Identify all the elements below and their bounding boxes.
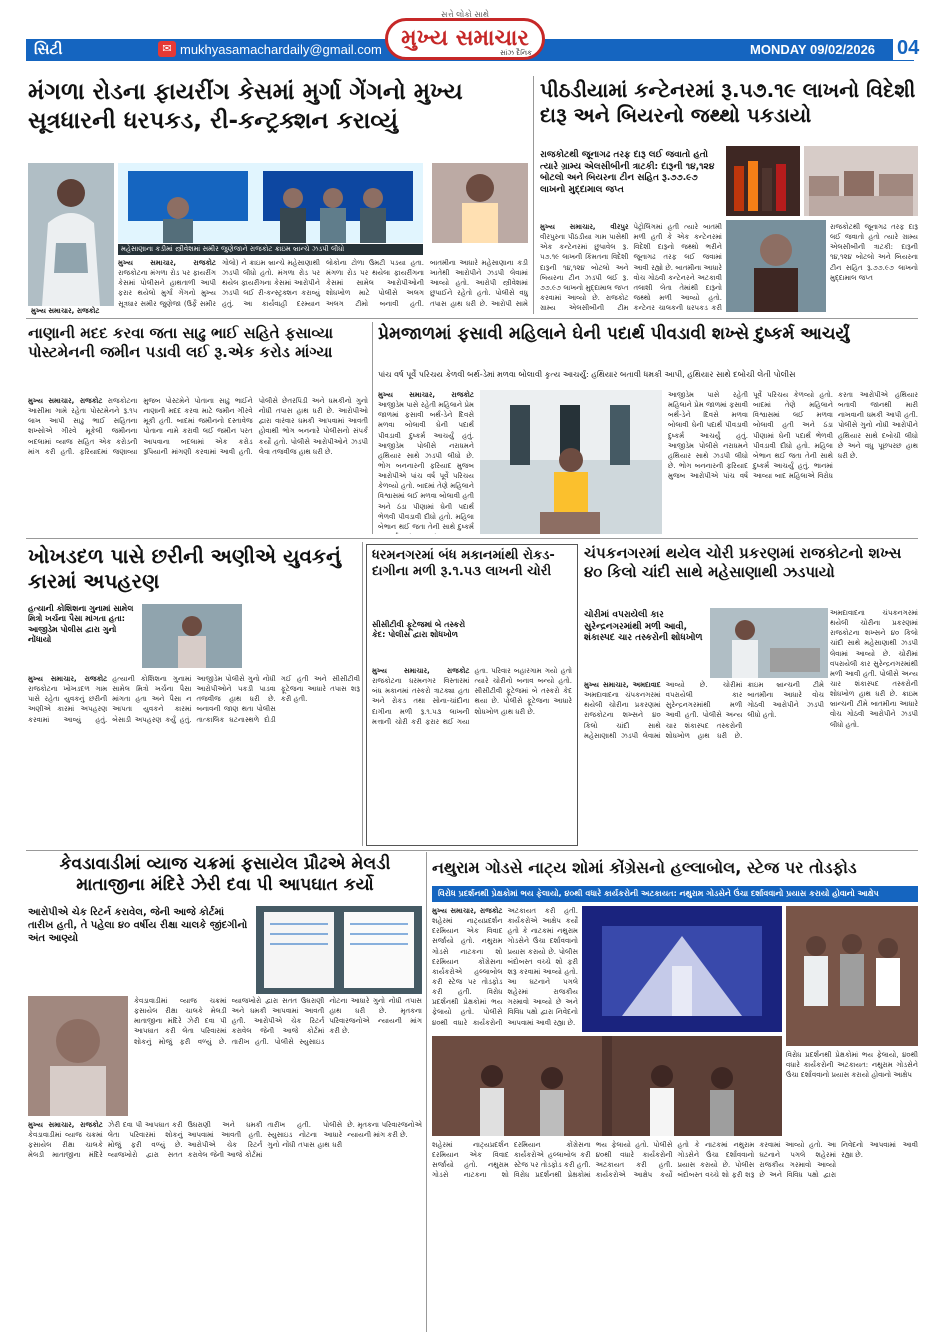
story9-photo-crowd	[786, 906, 918, 1046]
bottles-illustration	[726, 146, 800, 216]
story2-photo-boxes	[804, 146, 918, 216]
story5-byline: મુખ્ય સમાચાર, રાજકોટ	[28, 675, 108, 683]
story7-byline: મુખ્ય સમાચાર, અમદાવાદ	[584, 681, 661, 689]
story1-photo-woman	[28, 163, 114, 306]
story4-text-cont: આજીડેમ પાસે રહેતી મહિલાને પ્રેમ જાળમાં ફસાવી બર્થ-ડેને દિવસે મળવા બોલાવી ઘેની પદાર્થ પીવડાવી દુષ્કર્મ આચર્યું હતું. આજીડેમ પોલીસે નરાધમને હથિયાર સાથે ઝડપી લીધો છે. ભોગ બનનારની ફરિયાદ મુજબ આરોપીએ પાંચ વર્ષ પૂર્વે પરિચય કેળવ્યો હતો. બાદમાં તેણે મહિલાને વિશ્વાસમાં લઈ મળવા બોલાવી હતી અને ઠંડા પીણામાં ઘેની પદાર્થ ભેળવી પીવડાવી દીધો હતો. મહિલા બેભાન થઈ જતા તેની સાથે દુષ્કર્મ આચર્યું હતું. ભાનમાં આવ્યા બાદ મહિલાએ વિરોધ કરતા આરોપીએ હથિયાર બતાવી જાનથી મારી નાખવાની ધમકી આપી હતી. પોલીસે ગુનો નોંધી આરોપીને હથિયાર સાથે દબોચી લીધો છે અને વધુ પૂછપરછ હાથ ધરી છે.	[668, 391, 918, 481]
story3-headline: નાણાની મદદ કરવા જતા સાઢુ ભાઈ સહિતે ફસાવ્યા પોસ્ટમેનની જમીન પડાવી લઈ રૂ.એક કરોડ માંગ્યા	[28, 324, 334, 361]
story7-text: અમદાવાદના ચંપકનગરમાં થયેલી ચોરીના પ્રકરણમાં રાજકોટના શખ્સને ૪૦ કિલો ચાંદી સાથે મહેસાણાથી ઝડપી લેવામાં આવ્યો છે. ચોરીમાં વપરાયેલી કાર સુરેન્દ્રનગરમાંથી મળી આવી હતી. પોલીસે અન્ય ચાર શંકાસ્પદ તસ્કરોની શોધખોળ હાથ ધરી છે. ક્રાઇમ બ્રાન્ચની ટીમે બાતમીના આધારે વોચ ગોઠવી આરોપીને ઝડપી લીધો હતો.	[584, 681, 824, 740]
story9-headline: નથુરામ ગોડસે નાટ્ય શોમાં કોંગ્રેસનો હલ્લાબોલ, સ્ટેજ પર તોડફોડ	[432, 858, 857, 877]
story8-photo-man	[28, 996, 128, 1116]
story6-headline: ધરમનગરમાં બંધ મકાનમાંથી રોકડ-દાગીના મળી રૂ.૧.૫૩ લાખની ચોરી	[372, 548, 555, 580]
stage-vandalism-illustration	[582, 906, 782, 1032]
logo-tagline: સાંઝ દૈનિક	[500, 49, 532, 57]
column-divider-top	[533, 76, 534, 314]
issue-date: MONDAY 09/02/2026	[750, 42, 876, 57]
story2-byline: મુખ્ય સમાચાર, વીરપુર	[540, 223, 629, 231]
protest-crowd-illustration	[786, 906, 918, 1046]
story4-body-right	[668, 390, 918, 534]
story1-photo-byline: મુખ્ય સમાચાર, રાજકોટ	[31, 307, 100, 315]
row-divider-1	[26, 318, 918, 319]
accused-illustration	[726, 220, 826, 312]
police-officer-illustration	[142, 604, 242, 668]
story3-body	[28, 396, 368, 534]
story2-body	[540, 222, 722, 314]
police-group-illustration	[118, 163, 423, 243]
story9-photo-clash	[432, 1036, 782, 1136]
story6-body	[372, 666, 572, 842]
story1-text: રાજકોટના મંગળા રોડ પર ફાયરીંગ કેસમાં પોલીસને હાથતાળી આપી ફરાર થયેલો મુર્ગા ગેંગનો મુખ્ય સૂત્રધાર સમીર જુણેજા (ઉર્ફે સમીર ગોલો) ને ક્રાઇમ બ્રાન્ચે મહેસાણાથી ઝડપી લીધો હતો. મંગળા રોડ પર થયેલ ફાયરીંગના કેસમાં આરોપીને ઝડપી લઈ રી-કન્સ્ટ્રક્શન કરાવ્યું હતું. આ કાર્યવાહી દરમ્યાન લોકોના ટોળા ઉમટી પડયા હતા. મંગળા રોડ પર થયેલા ફાયરીંગના કેસમાં સામેલ આરોપીઓની શોધખોળ માટે પોલીસે અલગ અલગ ટીમો બનાવી હતી. બાતમીના આધારે મહેસાણાના કડી ખાતેથી આરોપીને ઝડપી લેવામાં આવ્યો હતો. આરોપી સ્ત્રીવેશમાં છુપાઈને રહેતો હતો. પોલીસે વધુ તપાસ હાથ ધરી છે. આરોપી સામે	[118, 259, 528, 308]
story7-photo	[710, 608, 828, 678]
story8-photo-note	[256, 906, 422, 994]
row-divider-2	[26, 538, 918, 539]
story4-byline: મુખ્ય સમાચાર, રાજકોટ	[378, 391, 474, 399]
story9-byline: મુખ્ય સમાચાર, રાજકોટ	[432, 907, 503, 915]
email-icon: ✉	[158, 41, 176, 57]
clash-illustration	[432, 1036, 782, 1136]
story9-body-side	[786, 1050, 918, 1136]
story8-byline: મુખ્ય સમાચાર, રાજકોટ	[28, 1121, 103, 1129]
silver-seizure-illustration	[710, 608, 828, 678]
story7-text-cont: અમદાવાદના ચંપકનગરમાં થયેલી ચોરીના પ્રકરણમાં રાજકોટના શખ્સને ૪૦ કિલો ચાંદી સાથે મહેસાણાથી ઝડપી લેવામાં આવ્યો છે. ચોરીમાં વપરાયેલી કાર સુરેન્દ્રનગરમાંથી મળી આવી હતી. પોલીસે અન્ય ચાર શંકાસ્પદ તસ્કરોની શોધખોળ હાથ ધરી છે. ક્રાઇમ બ્રાન્ચની ટીમે બાતમીના આધારે વોચ ગોઠવી આરોપીને ઝડપી લીધો હતો.	[830, 609, 918, 729]
story4-deck: પાંચ વર્ષ પૂર્વે પરિચય કેળવી બર્થ-ડેમાં મળવા બોલાવી કૃત્ય આચર્યું: હથિયાર બતાવી ધમકી આપી, હથિયાર સાથે દબોચી લેતી પોલીસ	[378, 370, 796, 379]
story5-deck: હત્યાની કોશિશના ગુનામાં સામેલ મિત્રો ખર્ચના પૈસા માંગતા હતા: આજીડેમ પોલીસ દ્વારા ગુનો નોંધાયો	[28, 604, 134, 645]
story1-photo-label	[28, 306, 114, 317]
story2-photo-accused	[726, 220, 826, 312]
story5-body	[28, 674, 360, 846]
story7-headline: ચંપકનગરમાં થયેલ ચોરી પ્રકરણમાં રાજકોટનો શખ્સ ૪૦ કિલો ચાંદી સાથે મહેસાણાથી ઝડપાયો	[584, 544, 902, 581]
newspaper-logo	[385, 10, 545, 60]
story7-body-left	[584, 680, 824, 846]
logo-tagline-top: સત્તે લોકો સાથે	[441, 10, 489, 19]
story3-text: રાજકોટના આસીમા ગામે રહેતા પોસ્ટમેનને રૂ.૧૫ લાખ આપી સાઢુ ભાઈ સહિતના શખ્સોએ ગીરવે મૂકેલી જમીનના બદલામાં વ્યાજ સહિત એક કરોડની માંગ કરી હતી. ફરિયાદમાં જણાવ્યા મુજબ પોસ્ટમેને પોતાના સાઢુ ભાઈને નાણાની મદદ કરવા માટે જમીન ગીરવે મૂકી હતી. બાદમાં જમીનનો દસ્તાવેજ પોતાના નામે કરાવી લઈ જમીન પરત આપવાના બદલામાં એક કરોડ રૂપિયાની માંગણી કરવામાં આવી હતી. પોલીસે છેતરપિંડી અને ધમકીનો ગુનો નોંધી તપાસ હાથ ધરી છે. આરોપીઓ દ્વારા વારંવાર ધમકી આપવામાં આવતી હોવાથી ભોગ બનનારે પોલીસનો સંપર્ક કર્યો હતો. પોલીસે આરોપીઓને ઝડપી લેવા તજવીજ હાથ ધરી છે.	[28, 397, 368, 456]
story9-text: શહેરમાં નાટ્યપ્રદર્શન દરમિયાન એક વિવાદ સર્જાયો હતો. નથુરામ ગોડસે નાટકના શો દરમિયાન કોંગ્રેસના કાર્યકરોએ હલ્લાબોલ કરી સ્ટેજ પર તોડફોડ કરી હતી. વિરોધ પ્રદર્શનથી પ્રેક્ષકોમાં ભય ફેલાયો હતો. પોલીસે ૪૦થી વધારે કાર્યકરોની અટકાયત કરી હતી. કાર્યકરોએ આક્ષેપ કર્યો હતો કે નાટકમાં નથુરામ ગોડસેને ઉંચા દર્શાવવાનો પ્રયાસ કરાયો છે. પોલીસ બંદોબસ્ત વચ્ચે શો ફરી શરૂ કરવામાં આવ્યો હતો. આ ઘટનાને પગલે શહેરમાં રાજકીય ગરમાવો આવ્યો છે અને વિવિધ પક્ષો દ્વારા નિવેદનો આપવામાં આવી રહ્યા છે.	[432, 907, 578, 1027]
story4-headline: પ્રેમજાળમાં ફસાવી મહિલાને ઘેની પદાર્થ પીવડાવી શખ્સે દુષ્કર્મ આચર્યું	[378, 324, 850, 344]
accused-with-police-illustration	[480, 390, 662, 534]
story4-body-left	[378, 390, 474, 534]
column-divider-mid	[372, 322, 373, 534]
story9-text-cont: શહેરમાં નાટ્યપ્રદર્શન દરમિયાન એક વિવાદ સર્જાયો હતો. નથુરામ ગોડસે નાટકના શો દરમિયાન કોંગ્રેસના કાર્યકરોએ હલ્લાબોલ કરી સ્ટેજ પર તોડફોડ કરી હતી. વિરોધ પ્રદર્શનથી પ્રેક્ષકોમાં ભય ફેલાયો હતો. પોલીસે ૪૦થી વધારે કાર્યકરોની અટકાયત કરી હતી. કાર્યકરોએ આક્ષેપ કર્યો હતો કે નાટકમાં નથુરામ ગોડસેને ઉંચા દર્શાવવાનો પ્રયાસ કરાયો છે. પોલીસ બંદોબસ્ત વચ્ચે શો ફરી શરૂ કરવામાં આવ્યો હતો. આ ઘટનાને પગલે શહેરમાં રાજકીય ગરમાવો આવ્યો છે અને વિવિધ પક્ષો દ્વારા નિવેદનો આપવામાં આવી રહ્યા છે.	[432, 1141, 918, 1180]
story2-text-cont: રાજકોટથી જૂનાગઢ તરફ દારૂ લઈ જવાતો હતો ત્યારે ગ્રામ્ય એલસીબીની ત્રાટકી: દારૂની ૧૪,૧૨૪ બોટલો અને બિયરના ટીન સહિત રૂ.૭૭.૯૭ લાખનો મુદ્દામાલ જપ્ત	[830, 223, 918, 282]
column-divider-low2	[426, 852, 427, 1332]
suspect-illustration	[432, 163, 528, 243]
story8-text-cont: કેવડાવાડીમાં વ્યાજ ચક્રમાં ફસાયેલ રીક્ષા ચાલકે મેલડી માતાજીના મંદિરે ઝેરી દવા પી આપઘાત કરી લેતા પરિવારમાં શોકનું મોજું ફરી વળ્યું છે. વ્યાજખોરો દ્વારા સતત ઉઘરાણી અને ધમકી આપવામાં આવતી હતી. આરોપીએ ચેક રિટર્ન કરાવેલ જેની આજે કોર્ટમાં તારીખ હતી. પોલીસે સ્યુસાઇડ નોટના આધારે ગુનો નોંધી તપાસ હાથ ધરી છે. મૃતકના પરિવારજનોએ ન્યાયની માંગ કરી છે.	[134, 997, 422, 1046]
story7-deck: ચોરીમાં વપરાયેલી કાર સુરેન્દ્રનગરમાંથી મળી આવી, શંકાસ્પદ ચાર તસ્કરોની શોધખોળ	[584, 610, 703, 644]
row-divider-3	[26, 850, 918, 851]
story4-text: આજીડેમ પાસે રહેતી મહિલાને પ્રેમ જાળમાં ફસાવી બર્થ-ડેને દિવસે મળવા બોલાવી ઘેની પદાર્થ પીવડાવી દુષ્કર્મ આચર્યું હતું. આજીડેમ પોલીસે નરાધમને હથિયાર સાથે ઝડપી લીધો છે. ભોગ બનનારની ફરિયાદ મુજબ આરોપીએ પાંચ વર્ષ પૂર્વે પરિચય કેળવ્યો હતો. બાદમાં તેણે મહિલાને વિશ્વાસમાં લઈ મળવા બોલાવી હતી અને ઠંડા પીણામાં ઘેની પદાર્થ ભેળવી પીવડાવી દીધો હતો. મહિલા બેભાન થઈ જતા તેની સાથે દુષ્કર્મ	[378, 401, 474, 531]
story7-body-right	[830, 608, 918, 846]
masthead	[0, 0, 945, 64]
contact-email[interactable]: mukhyasamachardaily@gmail.com	[180, 42, 382, 57]
story2-photo-bottles	[726, 146, 800, 216]
story1-byline: મુખ્ય સમાચાર, રાજકોટ	[118, 259, 216, 267]
story4-photo	[480, 390, 662, 534]
story8-body-cont	[134, 996, 422, 1116]
suicide-note-illustration	[256, 906, 422, 994]
story1-headline: મંગળા રોડના ફાયરીંગ કેસમાં મુર્ગા ગેંગનો મુખ્ય સૂત્રધારની ધરપકડ, રી-કન્ટ્રક્શન કરાવ્યું	[28, 79, 463, 134]
story5-photo	[142, 604, 242, 668]
column-divider-low1	[362, 542, 363, 846]
story9-body-left	[432, 906, 578, 1032]
story2-deck: રાજકોટથી જૂનાગઢ તરફ દારૂ લઈ જવાતો હતો ત્યારે ગ્રામ્ય એલસીબીની ત્રાટકી: દારૂની ૧૪,૧૨૪ બોટલો અને બિયરના ટીન સહિત રૂ.૭૭.૯૭ લાખનો મુદ્દામાલ જપ્ત	[540, 150, 715, 196]
person-illustration	[28, 163, 114, 306]
story5-text: રાજકોટના ખોખડદળ ગામ પાસે રહેતા યુવકનું છરીની અણીએ કારમાં અપહરણ કરવામાં આવ્યું હતું. હત્યાની કોશિશના ગુનામાં સામેલ મિત્રો ખર્ચના પૈસા માંગતા હતા અને પૈસા ન આપતા યુવકને કારમાં બેસાડી અપહરણ કર્યું હતું. આજીડેમ પોલીસે ગુનો નોંધી આરોપીઓને પકડી પાડવા તજવીજ હાથ ધરી છે. બનાવની જાણ થતા પોલીસ તાત્કાલિક ઘટનાસ્થળે દોડી ગઈ હતી અને સીસીટીવી ફૂટેજના આધારે તપાસ શરૂ કરી હતી.	[28, 675, 360, 724]
deceased-man-illustration	[28, 996, 128, 1116]
story6-deck: સીસીટીવી ફૂટેજમાં બે તસ્કરો કેદ: પોલીસ દ્વારા શોધખોળ	[372, 620, 466, 640]
story2-text: વીરપુરના પીઠડીયા ગામ પાસેથી એક કન્ટેનરમાં છુપાવેલ રૂ. ૫૭.૧૯ લાખની કિંમતના વિદેશી દારૂની ૧૪,૧૨૪ બોટલો અને બિયરના ટીન ઝડપી લઈ રૂ. ૭૭.૯૭ લાખનો મુદ્દામાલ જપ્ત કરવામાં આવ્યો છે. રાજકોટ ગ્રામ્ય એલસીબીની ટીમ પેટ્રોલિંગમાં હતી ત્યારે બાતમી મળી હતી કે એક કન્ટેનરમાં વિદેશી દારૂનો જથ્થો ભરીને જૂનાગઢ તરફ લઈ જવામાં આવી રહ્યો છે. બાતમીના આધારે વોચ ગોઠવી કન્ટેનરને અટકાવી તલાશી લેતા તેમાંથી દારૂનો જથ્થો મળી આવ્યો હતો. કન્ટેનર ચાલકની ધરપકડ કરી	[540, 223, 722, 313]
story8-text: કેવડાવાડીમાં વ્યાજ ચક્રમાં ફસાયેલ રીક્ષા ચાલકે મેલડી માતાજીના મંદિરે ઝેરી દવા પી આપઘાત કરી લેતા પરિવારમાં શોકનું મોજું ફરી વળ્યું છે. વ્યાજખોરો દ્વારા સતત ઉઘરાણી અને ધમકી આપવામાં આવતી હતી. આરોપીએ ચેક રિટર્ન કરાવેલ જેની આજે કોર્ટમાં તારીખ હતી. પોલીસે સ્યુસાઇડ નોટના આધારે ગુનો નોંધી તપાસ હાથ ધરી છે. મૃતકના પરિવારજનોએ ન્યાયની માંગ કરી છે.	[28, 1121, 422, 1160]
story1-caption: મહેસાણાના કડીમાં સ્ત્રીવેશમાં સમીર જુણેજાને રાજકોટ ક્રાઇમ બ્રાન્ચે ઝડપી લીધો	[118, 244, 423, 255]
page-number: 04	[893, 37, 923, 60]
section-label: સિટી	[34, 40, 63, 58]
story5-headline: ખોખડદળ પાસે છરીની અણીએ યુવકનું કારમાં અપહરણ	[28, 544, 341, 593]
story1-body	[118, 258, 528, 314]
logo-text: મુખ્ય સમાચાર	[401, 26, 529, 51]
story1-photo-suspect	[432, 163, 528, 243]
story9-strip: વિરોધ પ્રદર્શનથી પ્રેક્ષકોમાં ભય ફેલાયો, ૪૦થી વધારે કાર્યકરોની અટકાયત: નથુરામ ગોડસેને ઉંચા દર્શાવવાનો પ્રયાસ કરાયો હોવાનો આક્ષેપ	[432, 886, 918, 902]
story9-photo-stage	[582, 906, 782, 1032]
liquor-boxes-illustration	[804, 146, 918, 216]
story6-text: રાજકોટના ધરમનગર વિસ્તારમાં બંધ મકાનમાં તસ્કરો ત્રાટક્યા હતા અને રોકડ તથા સોના-ચાંદીના દાગીના મળી રૂ.૧.૫૩ લાખની મત્તાની ચોરી કરી ફરાર થઈ ગયા હતા. પરિવાર બહારગામ ગયો હતો ત્યારે ચોરીનો બનાવ બન્યો હતો. સીસીટીવી ફૂટેજમાં બે તસ્કરો કેદ થયા છે. પોલીસે ફૂટેજના આધારે શોધખોળ હાથ ધરી છે.	[372, 667, 572, 726]
story8-deck: આરોપીએ ચેક રિટર્ન કરાવેલ, જેની આજે કોર્ટમાં તારીખ હતી, તે પહેલા ૪૦ વર્ષીય રીક્ષા ચાલકે જીંદગીનો અંત આણ્યો	[28, 907, 248, 944]
story3-byline: મુખ્ય સમાચાર, રાજકોટ	[28, 397, 103, 405]
story2-body-cont	[830, 222, 918, 314]
story8-body	[28, 1120, 422, 1332]
story2-headline: પીઠડીયામાં કન્ટેનરમાં રૂ.૫૭.૧૯ લાખનો વિદેશી દારૂ અને બિયરનો જથ્થો પકડાયો	[540, 78, 916, 127]
story9-side-text: વિરોધ પ્રદર્શનથી પ્રેક્ષકોમાં ભય ફેલાયો, ૪૦થી વધારે કાર્યકરોની અટકાયત: નથુરામ ગોડસેને ઉંચા દર્શાવવાનો પ્રયાસ કરાયો હોવાનો આક્ષેપ	[786, 1051, 918, 1080]
story1-photo-group	[118, 163, 423, 243]
story9-body-bottom	[432, 1140, 918, 1332]
story8-headline: કેવડાવાડીમાં વ્યાજ ચક્રમાં ફસાયેલ પ્રૌઢએ મેલડી માતાજીના મંદિરે ઝેરી દવા પી આપઘાત કર્યો	[59, 854, 391, 896]
story6-byline: મુખ્ય સમાચાર, રાજકોટ	[372, 667, 470, 675]
